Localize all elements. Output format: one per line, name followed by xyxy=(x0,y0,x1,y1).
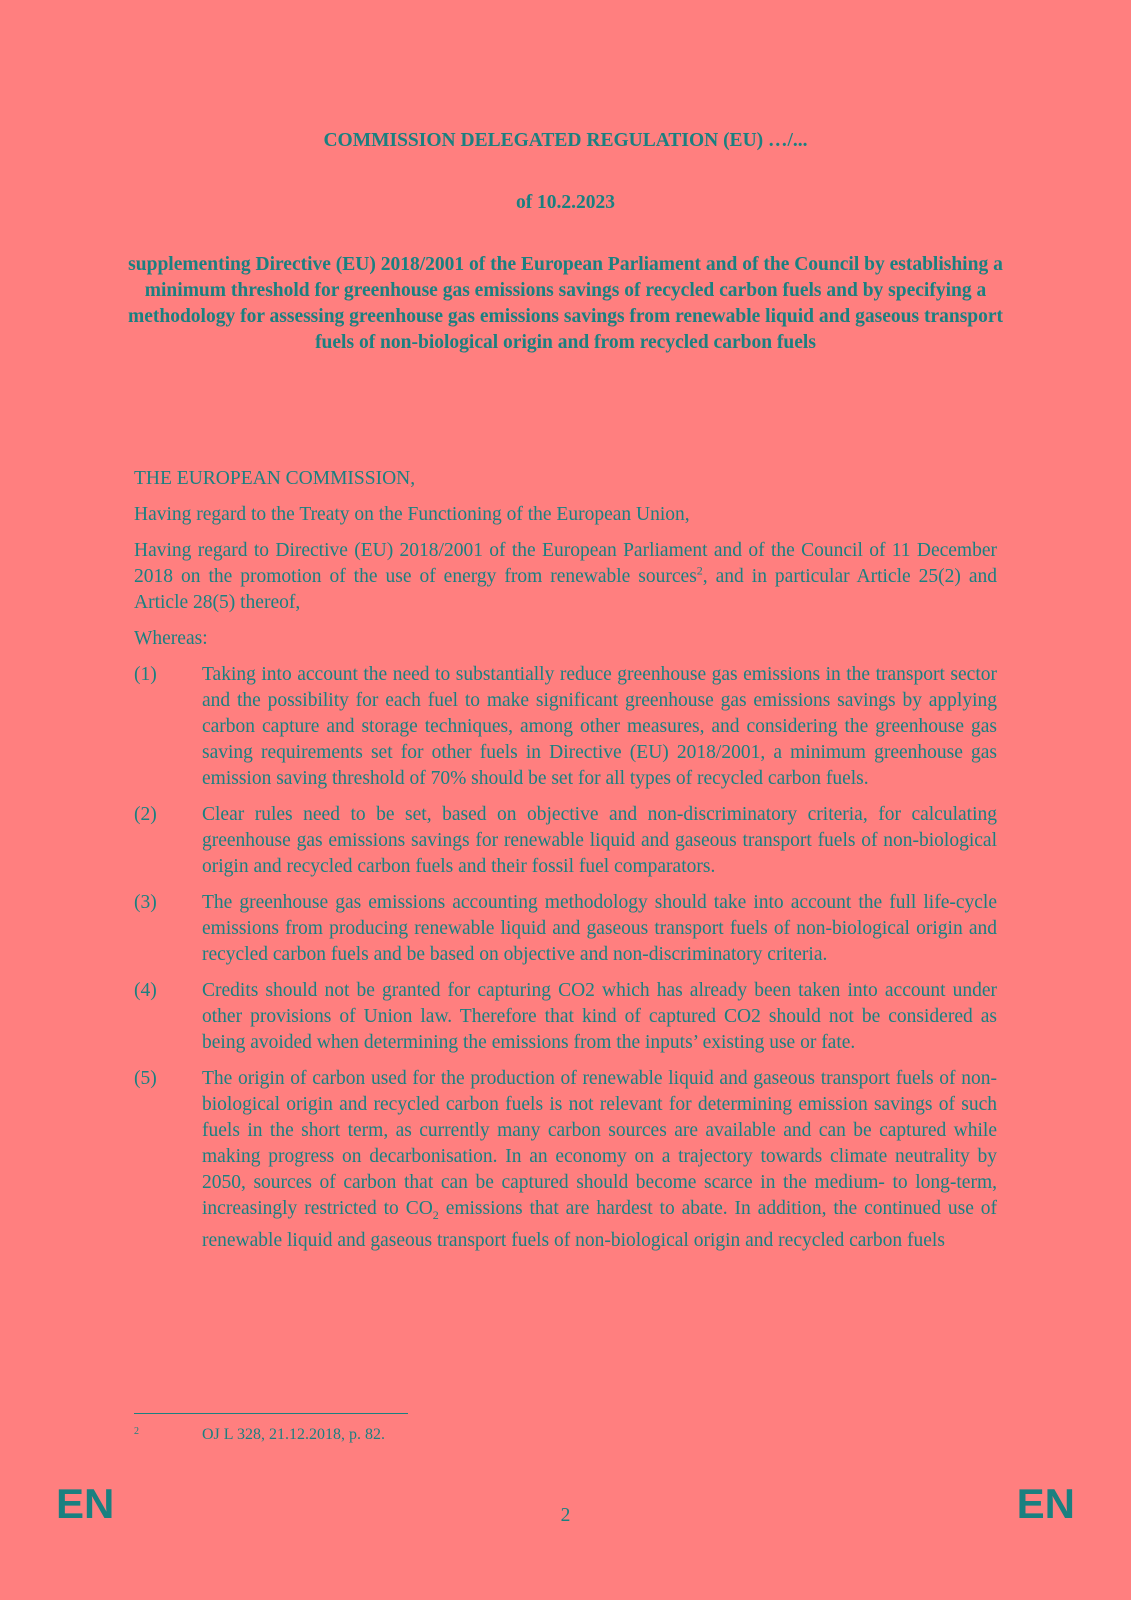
recital-text: Credits should not be granted for capturing CO2 which has already been taken into account under other provisions of Union law. Therefore that kind of captured CO2 should not be considered as being avoided when determining the emissions from the inputs’ existing use or fate. xyxy=(202,980,997,1053)
recital-text: Taking into account the need to substantially reduce greenhouse gas emissions in the transport sector and the possibility for each fuel to make significant greenhouse gas emissions savings by applying carbon capture and storage techniques, among other measures, and considering the greenhouse gas saving requirements set for other fuels in Directive (EU) 2018/2001, a minimum greenhouse gas emission saving threshold of 70% should be set for all types of recycled carbon fuels. xyxy=(202,664,997,789)
preamble-directive-text: Having regard to Directive (EU) 2018/2001 of the European Parliament and of the Council of 11 December 2018 on the promotion of the use of energy from renewable sources xyxy=(134,540,997,587)
recital-number: (3) xyxy=(134,892,157,913)
co2-subscript: 2 xyxy=(432,1207,439,1222)
regulation-title: COMMISSION DELEGATED REGULATION (EU) …/... xyxy=(323,130,808,151)
language-label-right: EN xyxy=(1016,1480,1075,1527)
footnote-text: OJ L 328, 21.12.2018, p. 82. xyxy=(202,1426,385,1443)
recital-text-part: emissions that are hardest to abate. In addition, the continued use of renewable liquid and gaseous transport fuels of non-biological origin and recycled carbon fuels xyxy=(202,1198,997,1251)
recital-number: (1) xyxy=(134,664,157,685)
recital-text-part: The origin of carbon used for the production of renewable liquid and gaseous transport fuels of non-biological origin and recycled carbon fuels is not relevant for determining emission savings of such fuels in the short term, as currently many carbon sources are available and can be captured while making progress on decarbonisation. In an economy on a trajectory towards climate neutrality by 2050, sources of carbon that can be captured should become scarce in the medium- to long-term, increasingly restricted to CO xyxy=(202,1068,997,1219)
language-label-left: EN xyxy=(56,1480,115,1527)
recital-item xyxy=(134,978,997,1056)
footnote-number: 2 xyxy=(134,1426,139,1437)
recital-text: The greenhouse gas emissions accounting methodology should take into account the full life-cycle emissions from producing renewable liquid and gaseous transport fuels of non-biological origin and recycled carbon fuels and be based on objective and non-discriminatory criteria. xyxy=(202,892,997,965)
preamble-whereas: Whereas: xyxy=(134,628,208,649)
preamble-directive-text-end: , and in particular Article 25(2) and Article 28(5) thereof, xyxy=(134,566,998,613)
footnote xyxy=(134,1426,997,1444)
page-number: 2 xyxy=(560,1505,571,1526)
recital-number: (2) xyxy=(134,804,157,825)
preamble-directive xyxy=(134,538,997,616)
footnote-reference: 2 xyxy=(696,563,703,578)
recital-text xyxy=(202,1066,997,1254)
recital-item xyxy=(134,802,997,880)
recital-item xyxy=(134,890,997,968)
recital-number: (5) xyxy=(134,1068,157,1089)
recital-text: Clear rules need to be set, based on objective and non-discriminatory criteria, for calculating greenhouse gas emissions savings for renewable liquid and gaseous transport fuels of non-biological origin and recycled carbon fuels and their fossil fuel comparators. xyxy=(202,804,997,877)
recital-item xyxy=(134,1066,997,1254)
preamble-treaty: Having regard to the Treaty on the Functioning of the European Union, xyxy=(134,504,690,525)
footnote-divider xyxy=(134,1413,408,1414)
regulation-date: of 10.2.2023 xyxy=(515,192,616,213)
recital-number: (4) xyxy=(134,980,157,1001)
regulation-subject: supplementing Directive (EU) 2018/2001 of the European Parliament and of the Council by establishing a minimum threshold for greenhouse gas emissions savings of recycled carbon fuels and by specifying a methodology for assessing greenhouse gas emissions savings from renewable liquid and gaseous transport fuels of non-biological origin and from recycled carbon fuels xyxy=(127,254,1004,353)
document-body xyxy=(134,466,997,1264)
preamble-commission: THE EUROPEAN COMMISSION, xyxy=(134,468,416,489)
recital-item xyxy=(134,662,997,792)
